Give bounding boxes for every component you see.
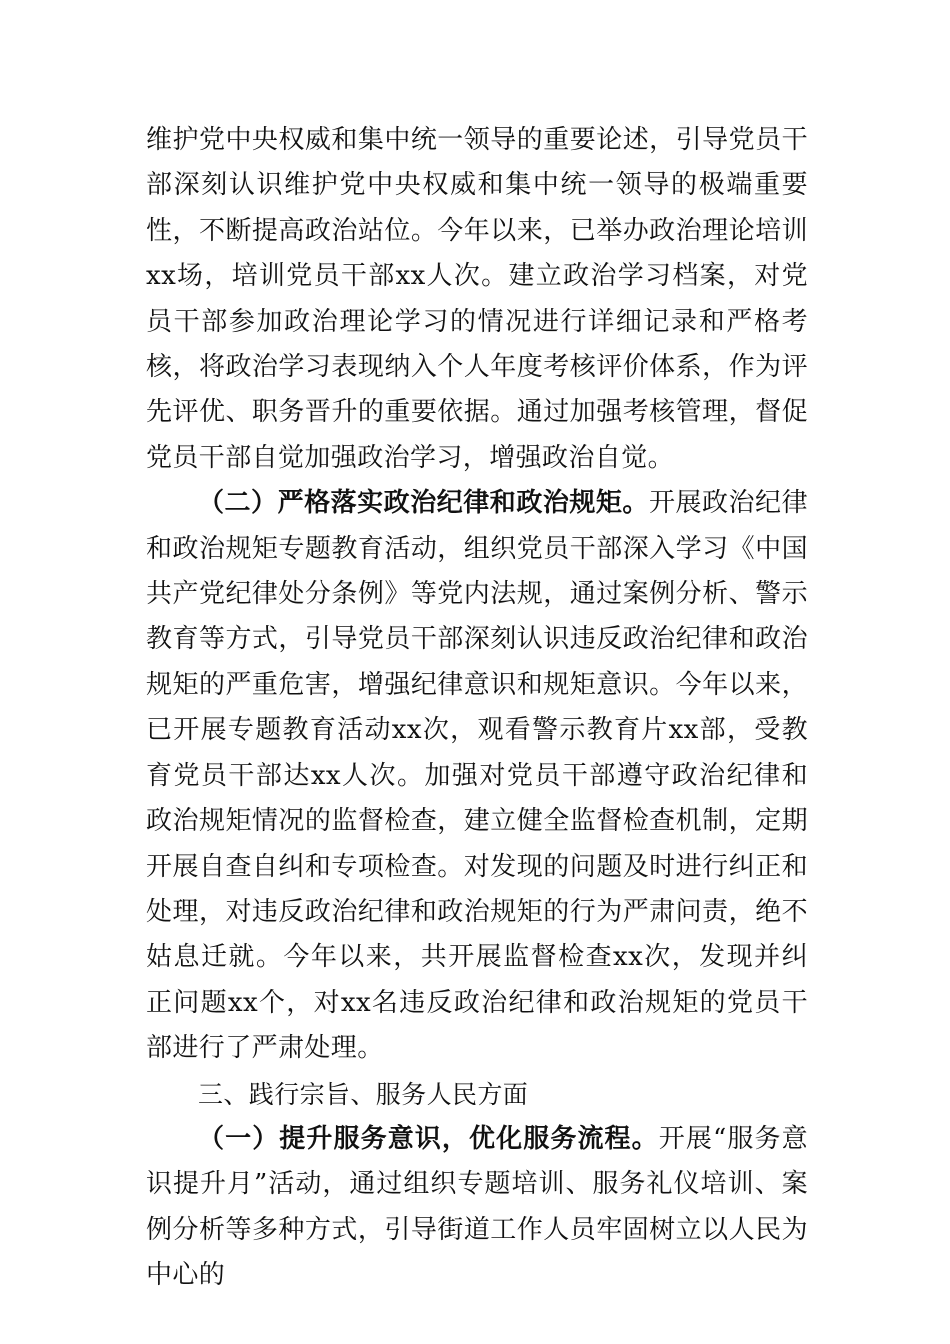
paragraph-text: 维护党中央权威和集中统一领导的重要论述，引导党员干部深刻认识维护党中央权威和集中统一领导的极端重要性，不断提高政治站位。今年以来，已举办政治理论培训xx场，培训党员干部xx人次。建立政治学习档案，对党员干部参加政治理论学习的情况进行详细记录和严格考核，将政治学习表现纳入个人年度考核评价体系，作为评先评优、职务晋升的重要依据。通过加强考核管理，督促党员干部自觉加强政治学习，增强政治自觉。	[146, 125, 808, 473]
paragraph-political-discipline	[146, 481, 808, 1071]
subsection-heading-service: （一）提升服务意识，优化服务流程。	[198, 1123, 659, 1154]
paragraph-text: 开展政治纪律和政治规矩专题教育活动，组织党员干部深入学习《中国共产党纪律处分条例》等党内法规，通过案例分析、警示教育等方式，引导党员干部深刻认识违反政治纪律和政治规矩的严重危害，增强纪律意识和规矩意识。今年以来，已开展专题教育活动xx次，观看警示教育片xx部，受教育党员干部达xx人次。加强对党员干部遵守政治纪律和政治规矩情况的监督检查，建立健全监督检查机制，定期开展自查自纠和专项检查。对发现的问题及时进行纠正和处理，对违反政治纪律和政治规矩的行为严肃问责，绝不姑息迁就。今年以来，共开展监督检查xx次，发现并纠正问题xx个，对xx名违反政治纪律和政治规矩的党员干部进行了严肃处理。	[146, 488, 808, 1064]
section-heading-serve-people: 三、践行宗旨、服务人民方面	[198, 1079, 529, 1109]
paragraph-service-awareness	[146, 1117, 808, 1299]
subsection-heading-discipline: （二）严格落实政治纪律和政治规矩。	[198, 488, 649, 519]
paragraph-political-study	[146, 118, 808, 481]
paragraph-text: 开展“服务意识提升月”活动，通过组织专题培训、服务礼仪培训、案例分析等多种方式，引导街道工作人员牢固树立以人民为中心的	[146, 1123, 808, 1291]
document-body	[146, 118, 808, 1299]
